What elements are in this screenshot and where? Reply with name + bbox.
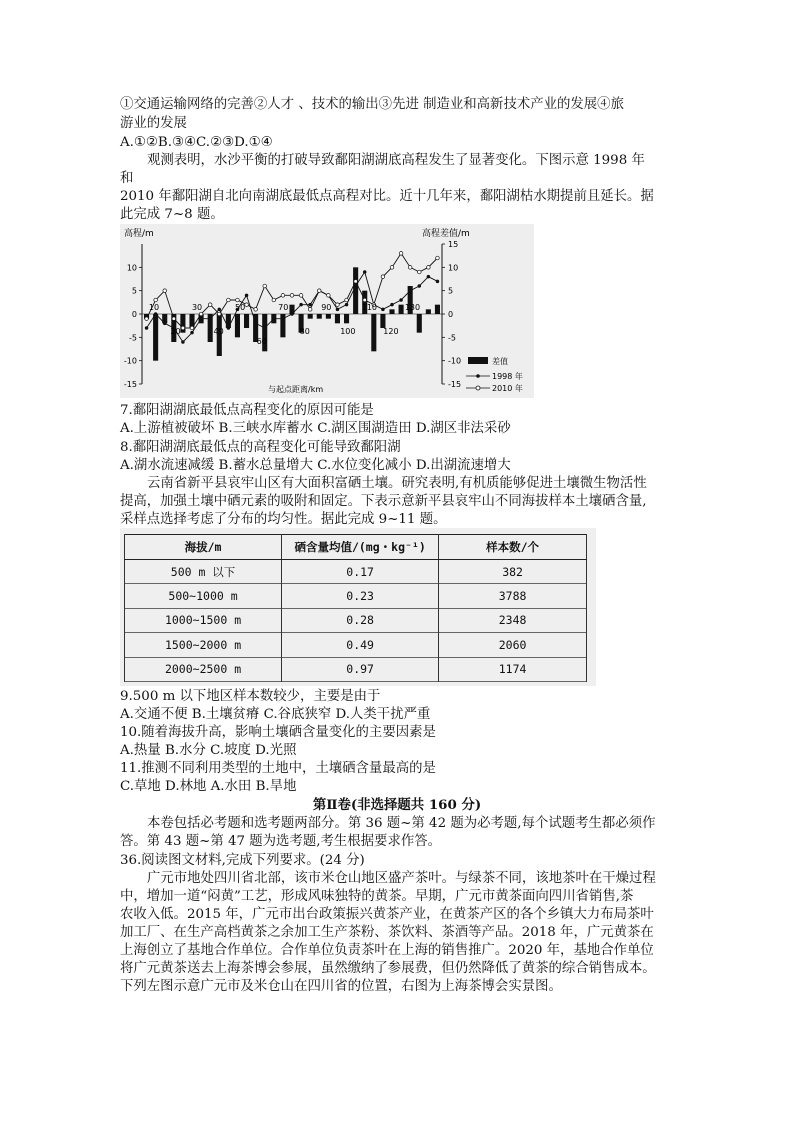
question-7-choices: A.上游植被破坏 B.三峡水库蓄水 C.湖区围湖造田 D.湖区非法采砂 — [120, 421, 511, 436]
table-row — [125, 608, 587, 632]
series-1998-point — [291, 313, 294, 316]
question-8-choices: A.湖水流速减缓 B.蓄水总量增大 C.水位变化减小 D.出湖流速增大 — [120, 458, 511, 473]
table-cell: 0.28 — [282, 608, 439, 632]
series-2010-point — [299, 294, 303, 298]
material-line1: 广元市地处四川省北部，该市米仓山地区盛产茶叶。与绿茶不同，该地茶叶在干燥过程 — [147, 871, 656, 886]
series-1998-point — [263, 327, 266, 330]
right-axis-title: 高程差值/m — [422, 229, 470, 239]
legend-2010: 2010 年 — [492, 384, 523, 393]
series-2010-point — [354, 280, 358, 284]
intro-7-8-line1: 观测表明，水沙平衡的打破导致鄱阳湖湖底高程发生了显著变化。下图示意 1998 年 — [147, 153, 645, 168]
diff-bar — [235, 314, 240, 337]
series-1998-point — [254, 322, 257, 325]
series-2010-point — [317, 289, 321, 293]
series-1998-point — [245, 294, 248, 297]
right-tick-label: -5 — [448, 333, 456, 343]
diff-bar — [317, 314, 322, 319]
intro-9-11-line1: 云南省新平县哀牢山区有大面积富硒土壤。研究表明,有机质能够促进土壤微生物活性 — [147, 476, 647, 491]
material-line5: 上海创立了基地合作单位。合作单位负责茶叶在上海的销售推广。2020 年，基地合作单位 — [120, 943, 654, 958]
series-1998-point — [182, 341, 185, 344]
intro-9-11-line2: 提高，加强土壤中硒元素的吸附和固定。下表示意新平县哀牢山不同海拔样本土壤硒含量, — [120, 494, 647, 509]
x-tick-label: 50 — [235, 303, 246, 312]
table-cell: 1000~1500 m — [125, 608, 282, 632]
intro-7-8-line2: 和 — [120, 171, 134, 186]
header-samples: 样本数/个 — [439, 535, 587, 560]
series-2010-point — [417, 270, 421, 274]
left-tick-label: -10 — [123, 356, 137, 366]
series-1998-point — [427, 275, 430, 278]
table-cell: 2348 — [439, 608, 587, 632]
series-2010-point — [436, 256, 440, 260]
table-cell: 500~1000 m — [125, 584, 282, 608]
header-selenium: 硒含量均值/(mg・kg⁻¹) — [282, 535, 439, 560]
section-2-intro-line2: 答。第 43 题~第 47 题为选考题,考生根据要求作答。 — [120, 834, 442, 849]
table-cell: 1174 — [439, 657, 587, 681]
legend-diff: 差值 — [492, 357, 508, 366]
diff-bar — [226, 314, 231, 328]
series-1998-point — [218, 308, 221, 311]
series-2010-point — [390, 266, 394, 270]
series-2010-point — [281, 294, 285, 298]
intro-7-8-line3: 2010 年鄱阳湖自北向南湖底最低点高程对比。近十几年来，鄱阳湖枯水期提前且延长。据 — [120, 189, 654, 204]
left-tick-label: 10 — [126, 263, 137, 273]
series-2010-point — [381, 275, 385, 279]
table-row — [125, 560, 587, 584]
material-line7: 下列左图示意广元市及米仓山在四川省的位置，右图为上海茶博会实景图。 — [120, 979, 562, 994]
series-1998-point — [409, 289, 412, 292]
series-2010-point — [154, 298, 158, 302]
series-1998-point — [400, 299, 403, 302]
question-10: 10.随着海拔升高，影响土壤硒含量变化的主要因素是 — [120, 725, 436, 740]
q6-options-line2: 游业的发展 — [120, 116, 187, 131]
section-2-intro-line1: 本卷包括必考题和选考题两部分。第 36 题~第 42 题为必考题,每个试题考生都必须作 — [147, 816, 656, 831]
series-2010-point — [217, 312, 221, 316]
left-tick-label: 0 — [131, 310, 137, 319]
series-2010-point — [208, 303, 212, 307]
x-tick-label: 60 — [256, 337, 267, 346]
left-tick-label: -5 — [129, 333, 137, 343]
series-1998-point — [391, 303, 394, 306]
table-cell: 2060 — [439, 633, 587, 657]
series-2010-point — [199, 312, 203, 316]
series-1998-point — [209, 317, 212, 320]
x-tick-label: 90 — [321, 303, 332, 312]
series-2010-point — [263, 284, 267, 288]
diff-bar — [399, 305, 404, 314]
diff-bar — [380, 314, 385, 328]
diff-bar — [326, 314, 331, 319]
table-row — [125, 584, 587, 608]
series-2010-point — [163, 289, 167, 293]
series-1998-point — [163, 322, 166, 325]
x-tick-label: 130 — [404, 303, 421, 312]
series-2010-point — [336, 303, 340, 307]
series-1998-point — [300, 303, 303, 306]
legend-marker-2010 — [476, 386, 480, 390]
right-tick-label: 15 — [448, 240, 459, 249]
table-cell: 0.23 — [282, 584, 439, 608]
table-cell: 382 — [439, 560, 587, 584]
series-2010-point — [236, 298, 240, 302]
series-2010-point — [327, 294, 331, 298]
q6-choices: A.①②B.③④C.②③D.①④ — [120, 135, 273, 150]
diff-bar — [426, 309, 431, 314]
section-2-title: 第Ⅱ卷(非选择题共 160 分) — [312, 797, 482, 813]
series-2010-point — [399, 252, 403, 256]
q6-options-line1: ①交通运输网络的完善②人才 、技术的输出③先进 制造业和高新技术产业的发展④旅 — [120, 97, 624, 112]
question-9-choices: A.交通不便 B.土壤贫瘠 C.谷底狭窄 D.人类干扰严重 — [120, 707, 431, 722]
right-tick-label: 0 — [448, 310, 454, 319]
diff-bar — [153, 314, 158, 361]
table-cell: 3788 — [439, 584, 587, 608]
elevation-chart-svg — [120, 224, 534, 398]
diff-bar — [435, 305, 440, 314]
series-1998-point — [227, 327, 230, 330]
question-36: 36.阅读图文材料,完成下列要求。(24 分) — [120, 853, 365, 868]
left-tick-label: 5 — [131, 286, 137, 296]
table-header-row — [125, 535, 587, 560]
diff-bar — [308, 314, 313, 319]
legend-marker-1998 — [476, 374, 480, 378]
right-tick-label: 5 — [448, 286, 454, 296]
series-1998-point — [272, 317, 275, 320]
diff-bar — [335, 314, 340, 323]
table-row — [125, 657, 587, 681]
material-line6: 将广元黄茶送去上海茶博会参展，虽然缴纳了参展费，但仍然降低了黄茶的综合销售成本。 — [120, 961, 656, 976]
series-2010-point — [227, 298, 231, 302]
series-1998-point — [363, 271, 366, 274]
table-cell: 0.17 — [282, 560, 439, 584]
selenium-table — [124, 534, 587, 682]
material-line3: 农收入低。2015 年，广元市出台政策振兴黄茶产业，在黄茶产区的各个乡镇大力布局茶叶 — [120, 907, 654, 922]
series-1998-point — [282, 317, 285, 320]
elevation-chart — [120, 224, 534, 398]
series-2010-point — [272, 298, 276, 302]
legend-1998: 1998 年 — [492, 372, 523, 381]
x-tick-label: 100 — [340, 327, 356, 336]
right-tick-label: -15 — [448, 380, 462, 389]
series-2010-point — [427, 266, 431, 270]
chart-legend — [466, 356, 523, 393]
series-1998-point — [336, 308, 339, 311]
x-tick-label: 80 — [299, 327, 310, 336]
question-11: 11.推测不同利用类型的土地中，土壤硒含量最高的是 — [120, 761, 436, 776]
material-line2: 中，增加一道“闷黄”工艺，形成风味独特的黄茶。早期，广元市黄茶面向四川省销售,茶 — [120, 889, 634, 904]
series-2010-point — [363, 298, 367, 302]
series-1998-point — [382, 308, 385, 311]
table-cell: 2000~2500 m — [125, 657, 282, 681]
left-axis-title: 高程/m — [124, 229, 154, 239]
header-altitude: 海拔/m — [125, 535, 282, 560]
diff-bar — [344, 314, 349, 323]
table-row — [125, 633, 587, 657]
right-tick-label: -10 — [448, 356, 462, 366]
series-1998-point — [345, 303, 348, 306]
table-cell: 500 m 以下 — [125, 560, 282, 584]
table-cell: 0.97 — [282, 657, 439, 681]
series-2010-point — [190, 326, 194, 330]
x-tick-label: 120 — [383, 327, 399, 336]
diff-bar — [371, 314, 376, 351]
series-1998-point — [309, 303, 312, 306]
question-11-choices: C.草地 D.林地 A.水田 B.旱地 — [120, 779, 297, 794]
x-tick-label: 40 — [213, 327, 224, 336]
intro-7-8-line4: 此完成 7~8 题。 — [120, 207, 224, 222]
series-2010-point — [145, 317, 149, 321]
x-tick-label: 10 — [148, 303, 160, 312]
series-2010-point — [290, 294, 294, 298]
diff-bar — [389, 309, 394, 314]
material-line4: 加工厂、在生产高档黄茶之余加工生产茶粉、茶饮料、茶酒等产品。2018 年，广元黄茶在 — [120, 925, 654, 940]
question-9: 9.500 m 以下地区样本数较少，主要是由于 — [120, 689, 381, 704]
x-tick-label: 20 — [170, 327, 181, 336]
intro-9-11-line3: 采样点选择考虑了分布的均匀性。据此完成 9~11 题。 — [120, 512, 447, 527]
x-tick-label: 70 — [278, 303, 289, 312]
table-cell: 0.49 — [282, 633, 439, 657]
series-1998-point — [191, 331, 194, 334]
series-1998-point — [145, 327, 148, 330]
x-tick-label: 110 — [361, 303, 378, 312]
series-2010-point — [308, 308, 312, 312]
right-tick-label: 10 — [448, 263, 459, 273]
series-2010-point — [172, 317, 176, 321]
x-axis-label: 与起点距离/km — [268, 385, 324, 394]
series-1998-point — [354, 285, 357, 288]
series-2010-point — [345, 298, 349, 302]
series-2010-point — [408, 266, 412, 270]
series-1998-point — [200, 317, 203, 320]
legend-swatch-diff — [468, 357, 488, 364]
series-2010-point — [245, 303, 249, 307]
series-1998-point — [418, 285, 421, 288]
question-8: 8.鄱阳湖湖底最低点的高程变化可能导致鄱阳湖 — [120, 440, 401, 455]
diff-bar — [417, 314, 422, 333]
series-2010-point — [254, 308, 258, 312]
series-1998-point — [154, 313, 157, 316]
x-tick-label: 30 — [191, 303, 203, 312]
question-10-choices: A.热量 B.水分 C.坡度 D.光照 — [120, 743, 297, 758]
table-cell: 1500~2000 m — [125, 633, 282, 657]
series-1998-point — [436, 280, 439, 283]
question-7: 7.鄱阳湖湖底最低点高程变化的原因可能是 — [120, 403, 374, 418]
series-2010-point — [181, 326, 185, 330]
selenium-table-photo — [120, 528, 596, 686]
diff-bar — [244, 314, 249, 328]
left-tick-label: -15 — [123, 380, 137, 389]
